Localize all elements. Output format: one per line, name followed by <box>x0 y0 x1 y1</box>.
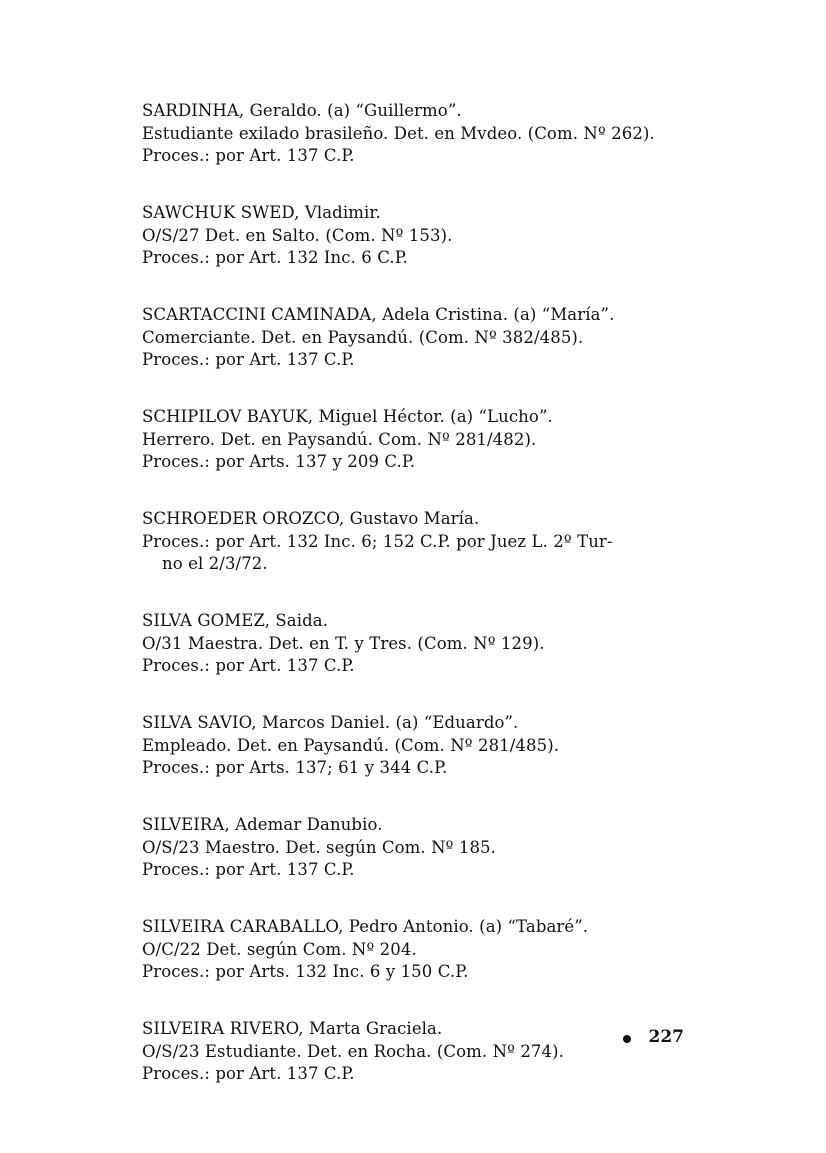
entry-name-line: SILVEIRA RIVERO, Marta Graciela. <box>142 1019 443 1038</box>
entry-silveira-rivero <box>142 1018 702 1086</box>
entry-process-line: Proces.: por Art. 137 C.P. <box>142 146 355 165</box>
entry-schipilov <box>142 406 702 474</box>
entry-sardinha <box>142 100 702 168</box>
entry-name-line: SILVEIRA CARABALLO, Pedro Antonio. (a) “Tabaré”. <box>142 917 589 936</box>
entry-name-line: SARDINHA, Geraldo. (a) “Guillermo”. <box>142 101 462 120</box>
entry-silva-savio <box>142 712 702 780</box>
entry-process-line: Proces.: por Art. 137 C.P. <box>142 1064 355 1083</box>
entry-name-line: SCARTACCINI CAMINADA, Adela Cristina. (a) “María”. <box>142 305 615 324</box>
entry-process-line: Proces.: por Art. 137 C.P. <box>142 860 355 879</box>
entry-detail-line: O/31 Maestra. Det. en T. y Tres. (Com. Nº 129). <box>142 633 545 653</box>
entry-detail-line: O/S/27 Det. en Salto. (Com. Nº 153). <box>142 225 453 245</box>
entry-detail-line: O/C/22 Det. según Com. Nº 204. <box>142 939 417 959</box>
entry-process-line: Proces.: por Arts. 137 y 209 C.P. <box>142 452 416 471</box>
bullet-icon <box>623 1035 631 1043</box>
entry-list <box>142 100 702 1120</box>
entry-silveira-caraballo <box>142 916 702 984</box>
entry-detail-line: Comerciante. Det. en Paysandú. (Com. Nº 382/485). <box>142 327 584 347</box>
entry-detail-line: Estudiante exilado brasileño. Det. en Mvdeo. (Com. Nº 262). <box>142 123 655 143</box>
entry-schroeder <box>142 508 702 576</box>
entry-detail-line: O/S/23 Maestro. Det. según Com. Nº 185. <box>142 837 496 857</box>
entry-process-line: Proces.: por Art. 132 Inc. 6; 152 C.P. por Juez L. 2º Tur- <box>142 531 613 551</box>
entry-silveira <box>142 814 702 882</box>
entry-name-line: SILVA GOMEZ, Saida. <box>142 611 329 630</box>
entry-process-line: Proces.: por Arts. 132 Inc. 6 y 150 C.P. <box>142 962 469 981</box>
entry-process-line: Proces.: por Arts. 137; 61 y 344 C.P. <box>142 758 448 777</box>
entry-name-line: SCHROEDER OROZCO, Gustavo María. <box>142 509 480 528</box>
entry-scartaccini <box>142 304 702 372</box>
entry-process-line: Proces.: por Art. 132 Inc. 6 C.P. <box>142 248 408 267</box>
page-number: 227 <box>648 1027 684 1047</box>
entry-name-line: SILVEIRA, Ademar Danubio. <box>142 815 383 834</box>
entry-name-line: SAWCHUK SWED, Vladimir. <box>142 203 381 222</box>
entry-sawchuk <box>142 202 702 270</box>
entry-name-line: SCHIPILOV BAYUK, Miguel Héctor. (a) “Lucho”. <box>142 407 553 426</box>
entry-name-line: SILVA SAVIO, Marcos Daniel. (a) “Eduardo”. <box>142 713 519 732</box>
entry-process-line: Proces.: por Art. 137 C.P. <box>142 656 355 675</box>
entry-detail-line: Herrero. Det. en Paysandú. Com. Nº 281/482). <box>142 429 537 449</box>
entry-detail-line: Empleado. Det. en Paysandú. (Com. Nº 281/485). <box>142 735 560 755</box>
entry-process-line: Proces.: por Art. 137 C.P. <box>142 350 355 369</box>
entry-process-continuation: no el 2/3/72. <box>162 554 268 573</box>
entry-detail-line: O/S/23 Estudiante. Det. en Rocha. (Com. Nº 274). <box>142 1041 564 1061</box>
page-footer <box>623 1026 685 1048</box>
entry-silva-gomez <box>142 610 702 678</box>
